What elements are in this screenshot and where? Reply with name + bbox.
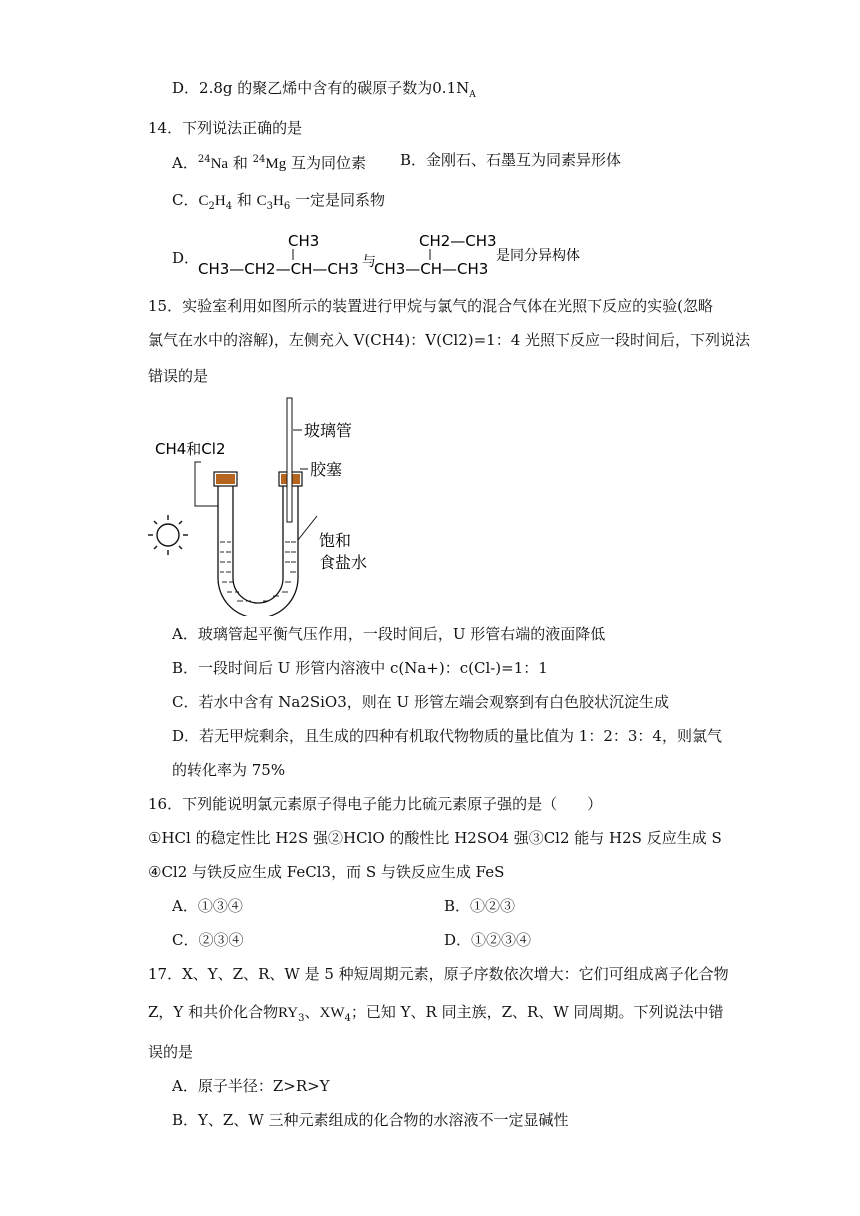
q16-statements-line2: ④Cl2 与铁反应生成 FeCl3，而 S 与铁反应生成 FeS [148, 863, 505, 881]
q14-s2-chain: CH3—CH—CH3 [374, 260, 489, 278]
sun-icon [148, 515, 188, 555]
q14-option-a: A．$^{24}$Na 和 $^{24}$Mg 互为同位素 [172, 154, 366, 172]
q17-line3: 误的是 [148, 1043, 194, 1061]
q14-s1-branch: CH3 [288, 232, 320, 250]
q14-structural-formulas [196, 228, 616, 286]
q15-option-b: B．一段时间后 U 形管内溶液中 c(Na+)：c(Cl-)=1：1 [172, 659, 548, 677]
stopper-label: 胶塞 [310, 460, 343, 479]
q16-statements-line1: ①HCl 的稳定性比 H2S 强②HClO 的酸性比 H2SO4 强③Cl2 能与 H2S 反应生成 S [148, 829, 722, 847]
q14-s2-branch: CH2—CH3 [419, 232, 497, 250]
q15-option-d-line2: 的转化率为 75% [172, 761, 286, 779]
brine-label-line1: 饱和 [319, 531, 352, 550]
glass-tube [287, 398, 292, 522]
q15-line1: 15．实验室利用如图所示的装置进行甲烷与氯气的混合气体在光照下反应的实验(忽略 [148, 297, 713, 315]
u-tube-apparatus-figure [145, 396, 385, 616]
q16-stem: 16．下列能说明氯元素原子得电子能力比硫元素原子强的是（ ） [148, 795, 603, 813]
q14-option-d-tail: 是同分异构体 [496, 248, 580, 264]
q16-option-b: B．①②③ [444, 897, 516, 915]
q16-option-d: D．①②③④ [444, 931, 532, 949]
q15-option-c: C．若水中含有 Na2SiO3，则在 U 形管左端会观察到有白色胶状沉淀生成 [172, 693, 669, 711]
q16-option-a: A．①③④ [172, 897, 243, 915]
q14-option-d-label: D． [172, 249, 200, 267]
q14-stem: 14．下列说法正确的是 [148, 119, 303, 137]
q15-line3: 错误的是 [148, 367, 209, 385]
q17-option-a: A．原子半径：Z>R>Y [172, 1077, 330, 1095]
q15-option-d-line1: D．若无甲烷剩余，且生成的四种有机取代物物质的量比值为 1：2：3：4，则氯气 [172, 727, 722, 745]
q17-option-b: B．Y、Z、W 三种元素组成的化合物的水溶液不一定显碱性 [172, 1111, 569, 1129]
brine-label-line2: 食盐水 [319, 553, 368, 572]
gas-mixture-label: CH4和Cl2 [155, 440, 226, 458]
q14-option-c: C．$C_2H_4$ 和 $C_3H_6$ 一定是同系物 [172, 191, 386, 212]
q13-option-d: D．2.8g 的聚乙烯中含有的碳原子数为$0.1N_A$ [172, 79, 476, 100]
q14-with: 与 [362, 254, 376, 270]
q15-line2: 氯气在水中的溶解)，左侧充入 V(CH4)：V(Cl2)=1：4 光照下反应一段时间后，下列说法 [148, 331, 751, 349]
q17-line2: Z，Y 和共价化合物$RY_3$、$XW_4$；已知 Y、R 同主族，Z、R、W 同周期。下列说法中错 [148, 1003, 724, 1024]
q15-option-a: A．玻璃管起平衡气压作用，一段时间后，U 形管右端的液面降低 [172, 625, 606, 643]
q14-s1-chain: CH3—CH2—CH—CH3 [198, 260, 359, 278]
q17-line1: 17．X、Y、Z、R、W 是 5 种短周期元素，原子序数依次增大：它们可组成离子化合物 [148, 965, 729, 983]
glass-tube-label: 玻璃管 [304, 421, 353, 440]
q16-option-c: C．②③④ [172, 931, 244, 949]
q14-option-b: B．金刚石、石墨互为同素异形体 [400, 151, 622, 169]
